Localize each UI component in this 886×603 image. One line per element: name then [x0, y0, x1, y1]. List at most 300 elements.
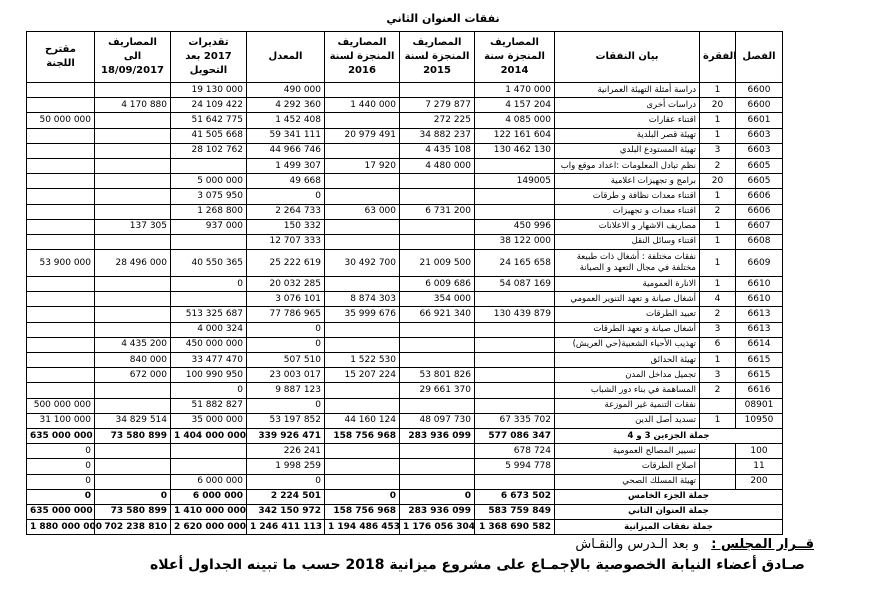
cell-chapter: 6606: [736, 204, 783, 219]
cell-avg: 1 499 307: [247, 158, 325, 173]
cell-chapter: 6601: [736, 113, 783, 128]
cell-spent: [95, 398, 171, 413]
cell-y2016: 1 194 486 453: [325, 520, 400, 535]
cell-description: اقتناء عقارات: [555, 113, 700, 128]
cell-est: 40 550 365: [171, 250, 247, 277]
cell-spent: [95, 474, 171, 489]
cell-paragraph: 4: [700, 292, 736, 307]
cell-proposal: [27, 292, 95, 307]
table-title: نفقات العنوان الثاني: [386, 12, 500, 25]
cell-description: تسديد أصل الدين: [555, 413, 700, 428]
cell-y2015: 283 936 099: [400, 504, 475, 519]
discussion-text: و بعد الـدرس والنقـاش: [575, 537, 700, 552]
cell-paragraph: [700, 459, 736, 474]
cell-est: 35 000 000: [171, 413, 247, 428]
decision-text: صـادق أعضاء النيابة الخصوصية بالإجمـاع على مشروع ميزانية 2018 حسب ما تبينه الجداول أعلاه: [150, 557, 805, 573]
cell-y2015: [400, 459, 475, 474]
cell-est: [171, 444, 247, 459]
cell-y2016: [325, 174, 400, 189]
total-label: جملة الجزءين 3 و 4: [555, 428, 783, 443]
cell-est: 51 642 775: [171, 113, 247, 128]
table-row: [27, 368, 783, 383]
cell-y2016: 35 999 676: [325, 307, 400, 322]
cell-y2016: 1 440 000: [325, 98, 400, 113]
cell-avg: 12 707 333: [247, 234, 325, 249]
cell-y2015: [400, 353, 475, 368]
cell-proposal: [27, 143, 95, 158]
cell-y2014: 38 122 000: [475, 234, 555, 249]
cell-y2016: [325, 143, 400, 158]
cell-chapter: 08901: [736, 398, 783, 413]
cell-proposal: [27, 234, 95, 249]
cell-y2015: 0: [400, 489, 475, 504]
cell-chapter: 6610: [736, 277, 783, 292]
header-spent-2016: المصاريف المنجزة لسنة 2016: [325, 32, 400, 83]
cell-description: نظم تبادل المعلومات :اعداد موقع واب: [555, 158, 700, 173]
cell-description: تهيئة المستودع البلدي: [555, 143, 700, 158]
cell-spent: [95, 128, 171, 143]
cell-chapter: 10950: [736, 413, 783, 428]
cell-chapter: 6603: [736, 143, 783, 158]
cell-y2015: 53 801 826: [400, 368, 475, 383]
cell-avg: 53 197 852: [247, 413, 325, 428]
cell-est: 41 505 668: [171, 128, 247, 143]
table-row: [27, 322, 783, 337]
cell-spent: [95, 383, 171, 398]
cell-paragraph: 1: [700, 250, 736, 277]
cell-y2015: [400, 322, 475, 337]
cell-chapter: 200: [736, 474, 783, 489]
cell-paragraph: 3: [700, 368, 736, 383]
cell-spent: 702 238 810: [95, 520, 171, 535]
header-estimates-2017: تقديرات 2017 بعد التحويل: [171, 32, 247, 83]
cell-y2014: [475, 398, 555, 413]
cell-y2014: 1 470 000: [475, 83, 555, 98]
table-row: [27, 83, 783, 98]
cell-description: اصلاح الطرقات: [555, 459, 700, 474]
cell-y2016: [325, 444, 400, 459]
cell-paragraph: [700, 474, 736, 489]
cell-spent: [95, 322, 171, 337]
cell-description: دراسة أمثلة التهيئة العمرانية: [555, 83, 700, 98]
cell-spent: [95, 189, 171, 204]
cell-proposal: [27, 204, 95, 219]
cell-proposal: [27, 83, 95, 98]
cell-description: تهيئة الحدائق: [555, 353, 700, 368]
cell-y2014: [475, 337, 555, 352]
cell-y2016: [325, 234, 400, 249]
cell-paragraph: 2: [700, 158, 736, 173]
cell-y2014: 5 994 778: [475, 459, 555, 474]
council-decision-line: [575, 537, 814, 552]
cell-description: دراسات أخرى: [555, 98, 700, 113]
cell-y2016: 158 756 968: [325, 504, 400, 519]
cell-spent: 0: [95, 489, 171, 504]
cell-y2016: [325, 383, 400, 398]
cell-y2016: 30 492 700: [325, 250, 400, 277]
cell-spent: [95, 83, 171, 98]
cell-y2014: 67 335 702: [475, 413, 555, 428]
cell-proposal: [27, 128, 95, 143]
table-row: [27, 459, 783, 474]
cell-spent: [95, 174, 171, 189]
cell-proposal: [27, 368, 95, 383]
cell-est: 0: [171, 277, 247, 292]
cell-y2014: 450 996: [475, 219, 555, 234]
cell-paragraph: 1: [700, 189, 736, 204]
cell-chapter: 6613: [736, 322, 783, 337]
header-spent-2014: المصاريف المنجزة سنة 2014: [475, 32, 555, 83]
cell-avg: 23 003 017: [247, 368, 325, 383]
cell-est: 2 620 000 000: [171, 520, 247, 535]
cell-description: مصاريف الاشهار و الاعلانات: [555, 219, 700, 234]
cell-spent: 672 000: [95, 368, 171, 383]
cell-description: تسيير المصالح العمومية: [555, 444, 700, 459]
cell-y2016: [325, 219, 400, 234]
cell-avg: 59 341 111: [247, 128, 325, 143]
cell-avg: 2 224 501: [247, 489, 325, 504]
cell-avg: 9 887 123: [247, 383, 325, 398]
cell-est: [171, 234, 247, 249]
table-row: [27, 204, 783, 219]
cell-y2015: 354 000: [400, 292, 475, 307]
cell-y2014: 583 759 849: [475, 504, 555, 519]
cell-y2016: [325, 337, 400, 352]
cell-description: برامج و تجهيزات اعلامية: [555, 174, 700, 189]
cell-description: الانارة العمومية: [555, 277, 700, 292]
expenses-table: [26, 31, 783, 535]
cell-y2015: 21 009 500: [400, 250, 475, 277]
cell-y2014: 4 085 000: [475, 113, 555, 128]
cell-avg: 150 332: [247, 219, 325, 234]
cell-y2016: [325, 459, 400, 474]
cell-description: تجميل مداخل المدن: [555, 368, 700, 383]
cell-y2015: [400, 83, 475, 98]
cell-chapter: 6613: [736, 307, 783, 322]
cell-chapter: 6600: [736, 98, 783, 113]
cell-description: أشغال صيانة و تعهد الطرقات: [555, 322, 700, 337]
cell-est: 5 000 000: [171, 174, 247, 189]
table-row: [27, 383, 783, 398]
cell-proposal: 635 000 000: [27, 428, 95, 443]
cell-y2014: [475, 368, 555, 383]
cell-y2015: [400, 174, 475, 189]
cell-y2016: [325, 474, 400, 489]
cell-y2015: [400, 398, 475, 413]
header-paragraph: الفقرة: [700, 32, 736, 83]
cell-description: تهيئة قصر البلدية: [555, 128, 700, 143]
cell-y2015: 7 279 877: [400, 98, 475, 113]
cell-y2015: 6 009 686: [400, 277, 475, 292]
cell-est: 4 000 324: [171, 322, 247, 337]
table-row: [27, 219, 783, 234]
cell-proposal: [27, 158, 95, 173]
table-row: [27, 128, 783, 143]
cell-y2014: 6 673 502: [475, 489, 555, 504]
cell-paragraph: 1: [700, 128, 736, 143]
cell-y2015: 66 921 340: [400, 307, 475, 322]
cell-y2016: 0: [325, 489, 400, 504]
cell-spent: 34 829 514: [95, 413, 171, 428]
cell-spent: [95, 459, 171, 474]
cell-proposal: 50 000 000: [27, 113, 95, 128]
cell-y2014: [475, 353, 555, 368]
cell-paragraph: [700, 444, 736, 459]
cell-avg: 1 998 259: [247, 459, 325, 474]
cell-est: 6 000 000: [171, 489, 247, 504]
cell-spent: 73 580 899: [95, 428, 171, 443]
cell-paragraph: 2: [700, 307, 736, 322]
cell-y2015: 48 097 730: [400, 413, 475, 428]
header-proposal: مقترح اللجنة: [27, 32, 95, 83]
cell-avg: 20 032 285: [247, 277, 325, 292]
cell-y2015: [400, 444, 475, 459]
cell-y2015: 29 661 370: [400, 383, 475, 398]
cell-avg: 3 076 101: [247, 292, 325, 307]
cell-avg: 44 966 746: [247, 143, 325, 158]
cell-paragraph: 6: [700, 337, 736, 352]
cell-spent: 4 435 200: [95, 337, 171, 352]
cell-chapter: 6615: [736, 368, 783, 383]
table-row: [27, 337, 783, 352]
cell-avg: 1 452 408: [247, 113, 325, 128]
cell-spent: [95, 158, 171, 173]
cell-chapter: 6614: [736, 337, 783, 352]
cell-est: 33 477 470: [171, 353, 247, 368]
table-row: [27, 277, 783, 292]
cell-y2015: [400, 219, 475, 234]
total-row-parts-3-4: [27, 428, 783, 443]
cell-proposal: [27, 337, 95, 352]
cell-chapter: 6608: [736, 234, 783, 249]
cell-y2014: 24 165 658: [475, 250, 555, 277]
cell-y2016: 158 756 968: [325, 428, 400, 443]
cell-chapter: 6607: [736, 219, 783, 234]
table-row: [27, 307, 783, 322]
cell-paragraph: 2: [700, 204, 736, 219]
cell-y2016: 8 874 303: [325, 292, 400, 307]
cell-description: اقتناء وسائل النقل: [555, 234, 700, 249]
cell-est: 0: [171, 383, 247, 398]
table-row: [27, 292, 783, 307]
cell-proposal: 0: [27, 459, 95, 474]
cell-est: 1 410 000 000: [171, 504, 247, 519]
cell-y2015: 272 225: [400, 113, 475, 128]
cell-avg: 0: [247, 189, 325, 204]
cell-paragraph: 1: [700, 277, 736, 292]
cell-chapter: 11: [736, 459, 783, 474]
cell-y2016: 63 000: [325, 204, 400, 219]
cell-proposal: [27, 353, 95, 368]
cell-y2014: 1 368 690 582: [475, 520, 555, 535]
cell-y2014: [475, 383, 555, 398]
cell-avg: 0: [247, 322, 325, 337]
cell-chapter: 6609: [736, 250, 783, 277]
cell-proposal: [27, 174, 95, 189]
cell-proposal: [27, 277, 95, 292]
cell-avg: 226 241: [247, 444, 325, 459]
header-spent-to-date: المصاريف الى 18/09/2017: [95, 32, 171, 83]
total-label: جملة العنوان الثاني: [555, 504, 783, 519]
cell-proposal: [27, 322, 95, 337]
cell-proposal: [27, 383, 95, 398]
header-average: المعدل: [247, 32, 325, 83]
cell-avg: 0: [247, 398, 325, 413]
table-row: [27, 353, 783, 368]
table-row: [27, 189, 783, 204]
cell-y2015: [400, 189, 475, 204]
cell-est: 513 325 687: [171, 307, 247, 322]
cell-est: 100 990 950: [171, 368, 247, 383]
total-row-budget: [27, 520, 783, 535]
cell-description: نفقات مختلفة : أشغال ذات طبيعة مختلفة في مجال التعهد و الصيانة: [555, 250, 700, 277]
cell-paragraph: 1: [700, 234, 736, 249]
cell-est: [171, 292, 247, 307]
cell-chapter: 6603: [736, 128, 783, 143]
cell-y2014: [475, 204, 555, 219]
cell-est: 1 268 800: [171, 204, 247, 219]
cell-spent: [95, 234, 171, 249]
cell-spent: [95, 204, 171, 219]
table-row: [27, 113, 783, 128]
cell-chapter: 6615: [736, 353, 783, 368]
cell-paragraph: 1: [700, 83, 736, 98]
total-label: جملة الجزء الخامس: [555, 489, 783, 504]
cell-chapter: 6616: [736, 383, 783, 398]
cell-y2016: 20 979 491: [325, 128, 400, 143]
cell-y2014: 4 157 204: [475, 98, 555, 113]
cell-y2014: [475, 292, 555, 307]
cell-avg: 507 510: [247, 353, 325, 368]
cell-paragraph: 20: [700, 98, 736, 113]
cell-avg: 2 264 733: [247, 204, 325, 219]
cell-y2015: [400, 474, 475, 489]
cell-description: تعبيد الطرقات: [555, 307, 700, 322]
cell-y2016: 44 160 124: [325, 413, 400, 428]
cell-proposal: 0: [27, 474, 95, 489]
cell-avg: 0: [247, 337, 325, 352]
cell-avg: 49 668: [247, 174, 325, 189]
cell-y2015: 4 480 000: [400, 158, 475, 173]
total-row-part-5: [27, 489, 783, 504]
cell-y2015: 283 936 099: [400, 428, 475, 443]
header-chapter: الفصل: [736, 32, 783, 83]
cell-proposal: 1 880 000 000: [27, 520, 95, 535]
cell-proposal: 31 100 000: [27, 413, 95, 428]
table-row: [27, 250, 783, 277]
cell-est: 1 404 000 000: [171, 428, 247, 443]
cell-proposal: 635 000 000: [27, 504, 95, 519]
cell-spent: [95, 292, 171, 307]
cell-proposal: [27, 219, 95, 234]
cell-y2014: [475, 474, 555, 489]
table-row: [27, 143, 783, 158]
cell-avg: 4 292 360: [247, 98, 325, 113]
cell-avg: 0: [247, 474, 325, 489]
cell-proposal: 0: [27, 489, 95, 504]
cell-avg: 342 150 972: [247, 504, 325, 519]
cell-avg: 490 000: [247, 83, 325, 98]
total-row-title-2: [27, 504, 783, 519]
cell-y2016: 17 920: [325, 158, 400, 173]
table-row: [27, 98, 783, 113]
header-spent-2015: المصاريف المنجزة لسنة 2015: [400, 32, 475, 83]
cell-y2016: [325, 277, 400, 292]
cell-spent: 73 580 899: [95, 504, 171, 519]
cell-chapter: 6605: [736, 158, 783, 173]
cell-y2016: [325, 113, 400, 128]
cell-est: 3 075 950: [171, 189, 247, 204]
cell-spent: [95, 307, 171, 322]
table-row: [27, 413, 783, 428]
cell-spent: 28 496 000: [95, 250, 171, 277]
cell-spent: [95, 277, 171, 292]
cell-paragraph: 20: [700, 174, 736, 189]
cell-y2016: [325, 189, 400, 204]
cell-y2014: 577 086 347: [475, 428, 555, 443]
cell-y2014: 130 462 130: [475, 143, 555, 158]
cell-avg: 1 246 411 113: [247, 520, 325, 535]
cell-spent: 4 170 880: [95, 98, 171, 113]
cell-proposal: 0: [27, 444, 95, 459]
cell-description: تهذيب الأحياء الشعبية(حي العريش): [555, 337, 700, 352]
cell-spent: [95, 444, 171, 459]
cell-spent: [95, 113, 171, 128]
cell-description: نفقات التنمية غير الموزعة: [555, 398, 700, 413]
cell-est: 19 130 000: [171, 83, 247, 98]
cell-description: المساهمة في بناء دور الشباب: [555, 383, 700, 398]
cell-paragraph: 2: [700, 383, 736, 398]
council-decision-label: قــرار المجلس :: [711, 537, 814, 552]
cell-est: 6 000 000: [171, 474, 247, 489]
cell-description: تهيئة المسلك الصحي: [555, 474, 700, 489]
cell-est: 24 109 422: [171, 98, 247, 113]
cell-proposal: [27, 189, 95, 204]
cell-proposal: [27, 307, 95, 322]
cell-y2014: [475, 322, 555, 337]
cell-chapter: 6600: [736, 83, 783, 98]
cell-y2015: [400, 337, 475, 352]
cell-spent: 840 000: [95, 353, 171, 368]
cell-paragraph: 1: [700, 413, 736, 428]
cell-avg: 25 222 619: [247, 250, 325, 277]
cell-proposal: 500 000 000: [27, 398, 95, 413]
cell-paragraph: 1: [700, 353, 736, 368]
cell-paragraph: [700, 398, 736, 413]
cell-paragraph: 3: [700, 322, 736, 337]
cell-y2015: 1 176 056 304: [400, 520, 475, 535]
cell-description: اقتناء معدات نظافة و طرقات: [555, 189, 700, 204]
cell-est: 937 000: [171, 219, 247, 234]
cell-chapter: 6606: [736, 189, 783, 204]
table-row: [27, 158, 783, 173]
cell-y2014: [475, 189, 555, 204]
cell-description: اقتناء معدات و تجهيزات: [555, 204, 700, 219]
cell-paragraph: 1: [700, 219, 736, 234]
cell-description: أشغال صيانة و تعهد التنوير العمومي: [555, 292, 700, 307]
cell-y2016: [325, 322, 400, 337]
cell-y2016: [325, 398, 400, 413]
cell-paragraph: 1: [700, 113, 736, 128]
cell-chapter: 100: [736, 444, 783, 459]
cell-proposal: [27, 98, 95, 113]
table-row: [27, 474, 783, 489]
cell-y2014: [475, 158, 555, 173]
table-row: [27, 234, 783, 249]
table-row: [27, 444, 783, 459]
cell-est: [171, 158, 247, 173]
table-row: [27, 174, 783, 189]
